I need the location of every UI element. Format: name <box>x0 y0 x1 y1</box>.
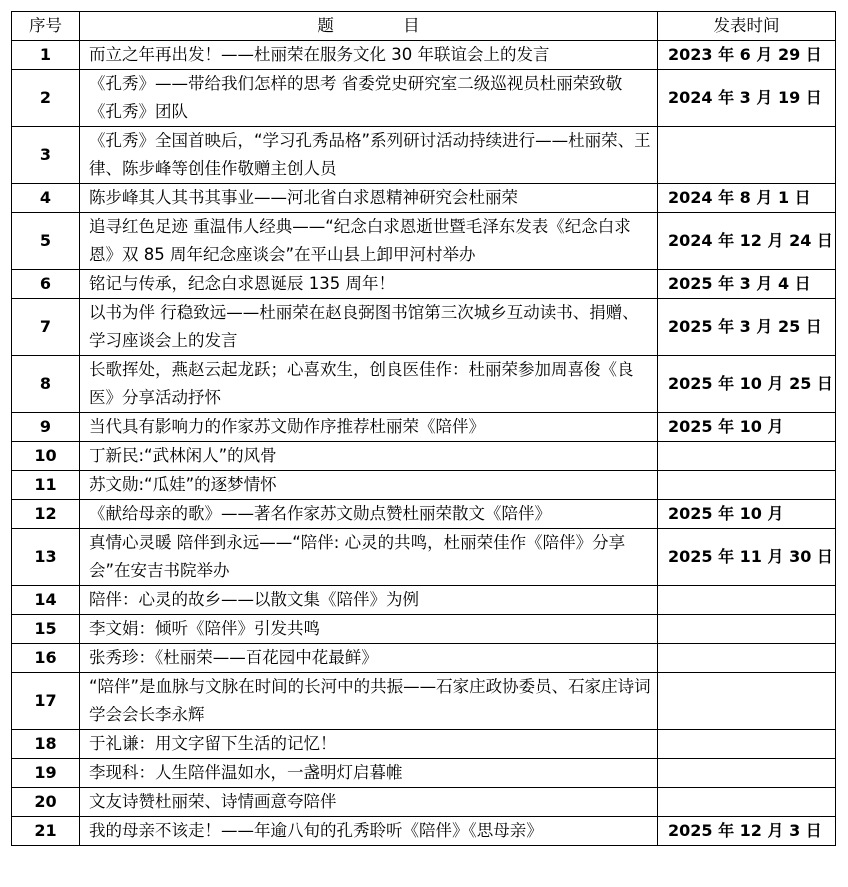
table-row <box>12 788 836 817</box>
table-row <box>12 615 836 644</box>
header-number: 序号 <box>12 12 80 41</box>
articles-table <box>11 11 836 846</box>
row-number: 17 <box>12 673 80 730</box>
table-row <box>12 817 836 846</box>
row-date <box>658 673 836 730</box>
table-row <box>12 70 836 127</box>
row-title: 李文娟：倾听《陪伴》引发共鸣 <box>80 615 658 644</box>
row-date: 2023 年 6 月 29 日 <box>658 41 836 70</box>
table-row <box>12 471 836 500</box>
table-row <box>12 759 836 788</box>
row-number: 20 <box>12 788 80 817</box>
table-row <box>12 356 836 413</box>
row-title: 而立之年再出发！——杜丽荣在服务文化 30 年联谊会上的发言 <box>80 41 658 70</box>
row-number: 10 <box>12 442 80 471</box>
row-number: 11 <box>12 471 80 500</box>
row-date: 2025 年 12 月 3 日 <box>658 817 836 846</box>
row-number: 5 <box>12 213 80 270</box>
row-title: 《孔秀》——带给我们怎样的思考 省委党史研究室二级巡视员杜丽荣致敬《孔秀》团队 <box>80 70 658 127</box>
row-date: 2025 年 3 月 25 日 <box>658 299 836 356</box>
row-title: 当代具有影响力的作家苏文勋作序推荐杜丽荣《陪伴》 <box>80 413 658 442</box>
row-title: 《献给母亲的歌》——著名作家苏文勋点赞杜丽荣散文《陪伴》 <box>80 500 658 529</box>
table-row <box>12 586 836 615</box>
row-number: 8 <box>12 356 80 413</box>
row-date: 2024 年 3 月 19 日 <box>658 70 836 127</box>
row-date: 2024 年 12 月 24 日 <box>658 213 836 270</box>
row-date <box>658 586 836 615</box>
table-row <box>12 184 836 213</box>
row-number: 15 <box>12 615 80 644</box>
row-title: 铭记与传承，纪念白求恩诞辰 135 周年！ <box>80 270 658 299</box>
row-number: 6 <box>12 270 80 299</box>
row-date: 2025 年 11 月 30 日 <box>658 529 836 586</box>
table-row <box>12 500 836 529</box>
row-number: 3 <box>12 127 80 184</box>
row-title: 我的母亲不该走！——年逾八旬的孔秀聆听《陪伴》《思母亲》 <box>80 817 658 846</box>
row-date <box>658 127 836 184</box>
row-date: 2025 年 10 月 <box>658 500 836 529</box>
row-date <box>658 442 836 471</box>
row-title: 追寻红色足迹 重温伟人经典——“纪念白求恩逝世暨毛泽东发表《纪念白求恩》双 85 周年纪念座谈会”在平山县上卸甲河村举办 <box>80 213 658 270</box>
row-date <box>658 730 836 759</box>
row-number: 18 <box>12 730 80 759</box>
table-row <box>12 270 836 299</box>
table-row <box>12 41 836 70</box>
row-date <box>658 644 836 673</box>
row-date: 2024 年 8 月 1 日 <box>658 184 836 213</box>
table-row <box>12 644 836 673</box>
row-title: 《孔秀》全国首映后，“学习孔秀品格”系列研讨活动持续进行——杜丽荣、王律、陈步峰等创佳作敬赠主创人员 <box>80 127 658 184</box>
table-row <box>12 413 836 442</box>
row-title: 陪伴：心灵的故乡——以散文集《陪伴》为例 <box>80 586 658 615</box>
header-row <box>12 12 836 41</box>
row-title: 陈步峰其人其书其事业——河北省白求恩精神研究会杜丽荣 <box>80 184 658 213</box>
table-row <box>12 730 836 759</box>
header-date: 发表时间 <box>658 12 836 41</box>
table-row <box>12 127 836 184</box>
row-title: 丁新民:“武林闲人”的风骨 <box>80 442 658 471</box>
row-number: 21 <box>12 817 80 846</box>
row-date <box>658 788 836 817</box>
table-row <box>12 299 836 356</box>
row-number: 9 <box>12 413 80 442</box>
row-title: 以书为伴 行稳致远——杜丽荣在赵良弼图书馆第三次城乡互动读书、捐赠、学习座谈会上的发言 <box>80 299 658 356</box>
row-number: 2 <box>12 70 80 127</box>
row-date: 2025 年 10 月 25 日 <box>658 356 836 413</box>
table-row <box>12 529 836 586</box>
row-title: 文友诗赞杜丽荣、诗情画意夸陪伴 <box>80 788 658 817</box>
row-title: 张秀珍：《杜丽荣——百花园中花最鲜》 <box>80 644 658 673</box>
row-number: 13 <box>12 529 80 586</box>
row-number: 19 <box>12 759 80 788</box>
row-date <box>658 471 836 500</box>
row-number: 12 <box>12 500 80 529</box>
header-title: 题 目 <box>80 12 658 41</box>
table-row <box>12 442 836 471</box>
row-date <box>658 759 836 788</box>
row-number: 1 <box>12 41 80 70</box>
table-row <box>12 673 836 730</box>
row-number: 16 <box>12 644 80 673</box>
row-title: 苏文勋:“瓜娃”的逐梦情怀 <box>80 471 658 500</box>
row-number: 7 <box>12 299 80 356</box>
row-title: “陪伴”是血脉与文脉在时间的长河中的共振——石家庄政协委员、石家庄诗词学会会长李永辉 <box>80 673 658 730</box>
row-date: 2025 年 3 月 4 日 <box>658 270 836 299</box>
row-date <box>658 615 836 644</box>
row-title: 李现科：人生陪伴温如水，一盏明灯启暮帷 <box>80 759 658 788</box>
row-title: 于礼谦：用文字留下生活的记忆！ <box>80 730 658 759</box>
row-title: 真情心灵暖 陪伴到永远——“陪伴: 心灵的共鸣，杜丽荣佳作《陪伴》分享会”在安吉书院举办 <box>80 529 658 586</box>
row-date: 2025 年 10 月 <box>658 413 836 442</box>
row-number: 14 <box>12 586 80 615</box>
row-title: 长歌挥处，燕赵云起龙跃；心喜欢生，创良医佳作：杜丽荣参加周喜俊《良医》分享活动抒怀 <box>80 356 658 413</box>
table-row <box>12 213 836 270</box>
row-number: 4 <box>12 184 80 213</box>
